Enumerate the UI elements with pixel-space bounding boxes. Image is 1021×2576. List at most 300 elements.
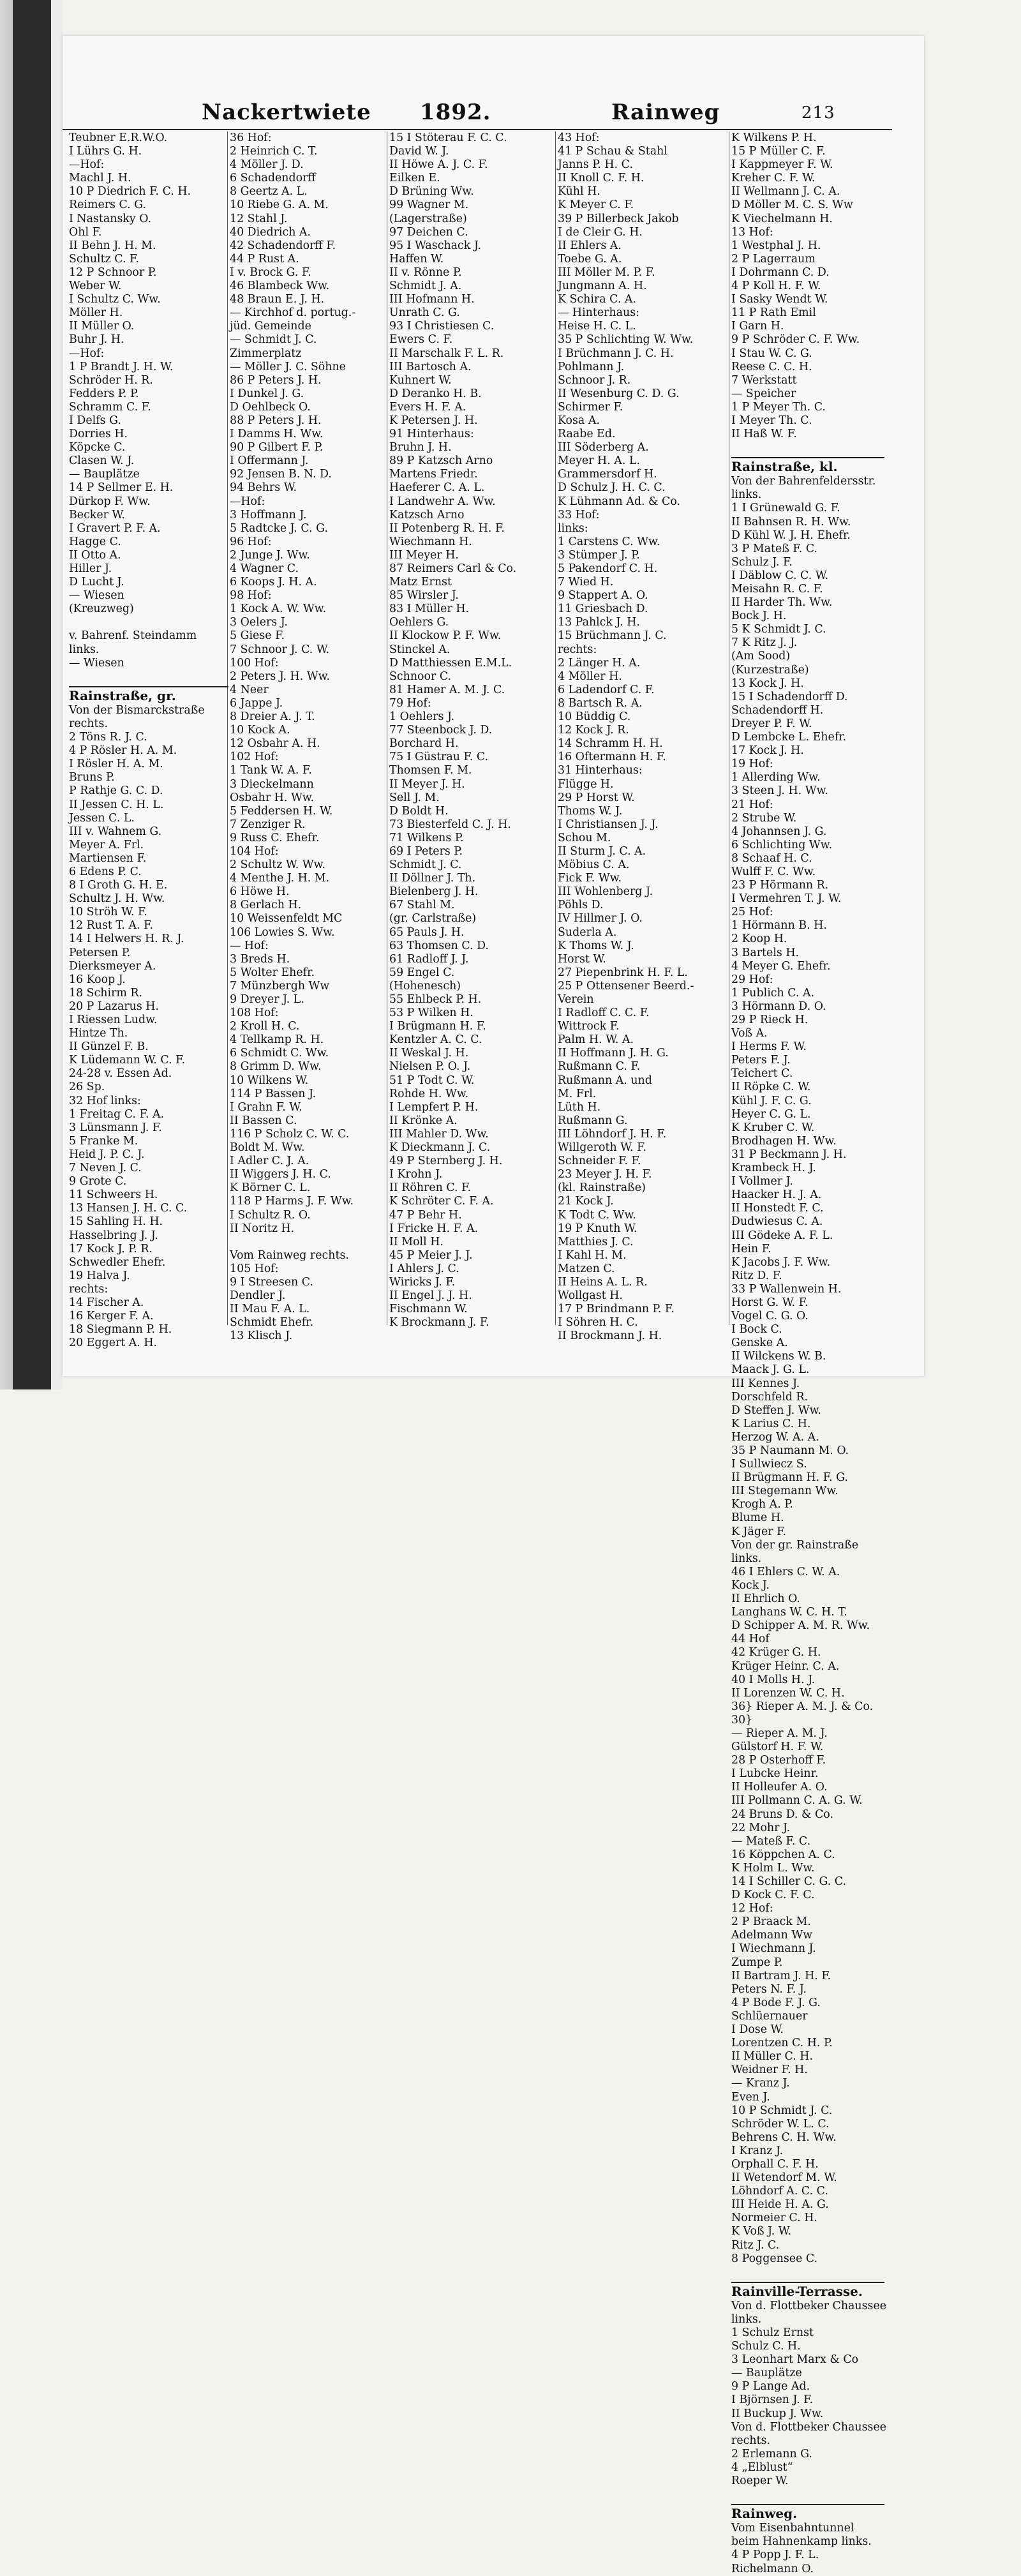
directory-entry: Kuhnert W. xyxy=(389,373,452,387)
directory-entry: I Schultz R. O. xyxy=(230,1208,311,1222)
directory-entry: Schramm C. F. xyxy=(69,400,151,414)
directory-entry: Reimers C. G. xyxy=(69,198,147,212)
directory-entry: Schmidt J. C. xyxy=(389,858,462,872)
directory-entry: Evers H. F. A. xyxy=(389,400,466,414)
directory-entry: 46 I Ehlers C. W. A. xyxy=(731,1565,840,1578)
directory-entry: Von der Bismarckstraße xyxy=(69,703,205,717)
directory-entry: I Garn H. xyxy=(731,320,784,333)
directory-entry: 6 Höwe H. xyxy=(230,885,290,899)
directory-entry: 4 P Koll H. F. W. xyxy=(731,280,821,293)
directory-entry: I Damms H. Ww. xyxy=(230,428,324,441)
directory-entry: Langhans W. C. H. T. xyxy=(731,1606,847,1619)
directory-entry: Verein xyxy=(558,993,594,1006)
directory-entry: — Mateß F. C. xyxy=(731,1834,811,1848)
directory-entry: 99 Wagner M. xyxy=(389,198,469,212)
header-year: 1892. xyxy=(420,100,491,125)
directory-entry: 88 P Peters J. H. xyxy=(230,414,322,427)
directory-entry: 10 Riebe G. A. M. xyxy=(230,198,329,212)
directory-entry: 19 Hof: xyxy=(731,758,773,771)
directory-entry: 8 Schaaf H. C. xyxy=(731,851,812,865)
directory-entry: 5 Wolter Ehefr. xyxy=(230,966,315,979)
directory-entry: Hagge C. xyxy=(69,535,121,548)
directory-entry: Von d. Flottbeker Chaussee xyxy=(731,2420,887,2434)
directory-entry: 25 P Ottensener Beerd.- xyxy=(558,979,694,992)
directory-entry: Becker W. xyxy=(69,508,125,521)
directory-entry: Kosa A. xyxy=(558,414,600,427)
directory-entry: 8 Dreier A. J. T. xyxy=(230,710,315,724)
directory-entry: 3 Breds H. xyxy=(230,952,290,966)
directory-page xyxy=(63,36,924,2575)
column-1 xyxy=(69,131,228,1350)
directory-entry: II Meyer J. H. xyxy=(389,777,465,791)
directory-entry: 9 Russ C. Ehefr. xyxy=(230,831,320,844)
directory-entry: D Kühl W. J. H. Ehefr. xyxy=(731,528,851,542)
directory-entry: Grammersdorf H. xyxy=(558,468,657,481)
directory-entry: K Kruber C. W. xyxy=(731,1121,815,1134)
directory-entry: Heise H. C. L. xyxy=(558,320,636,333)
directory-entry: Schulz J. F. xyxy=(731,555,793,569)
directory-entry: Möbius C. A. xyxy=(558,858,630,872)
directory-entry: 1 P Brandt J. H. W. xyxy=(69,360,174,373)
directory-entry: (Am Sood) xyxy=(731,650,791,663)
directory-entry: III Stegemann Ww. xyxy=(731,1485,838,1498)
directory-entry: Fischmann W. xyxy=(389,1303,468,1316)
directory-entry: 45 P Meier J. J. xyxy=(389,1248,473,1262)
directory-entry: 1 Kock A. W. Ww. xyxy=(230,603,327,616)
directory-entry: 71 Wilkens P. xyxy=(389,831,464,844)
directory-entry: Horst W. xyxy=(558,952,606,966)
directory-entry: D Boldt H. xyxy=(389,804,449,818)
directory-entry: 3 Stümper J. P. xyxy=(558,548,640,562)
directory-entry: II Bahnsen R. H. Ww. xyxy=(731,515,851,528)
directory-entry: 2 Heinrich C. T. xyxy=(230,145,318,158)
directory-entry: 21 Kock J. xyxy=(558,1195,614,1208)
directory-entry: 7 Schnoor J. C. W. xyxy=(230,643,330,656)
directory-entry: II v. Rönne P. xyxy=(389,266,462,279)
directory-entry: Zimmerplatz xyxy=(230,347,302,360)
directory-entry: III Mahler D. Ww. xyxy=(389,1127,489,1141)
directory-entry: Bruns P. xyxy=(69,771,115,784)
directory-entry: Janns P. H. C. xyxy=(558,158,633,172)
directory-entry: Dreyer P. F. W. xyxy=(731,717,812,730)
directory-entry: I Kappmeyer F. W. xyxy=(731,158,833,172)
directory-entry: 35 P Schlichting W. Ww. xyxy=(558,333,694,347)
directory-entry: 4 Möller J. D. xyxy=(230,158,304,172)
directory-entry: Rußmann G. xyxy=(558,1114,628,1127)
directory-entry: II Röhren C. F. xyxy=(389,1181,471,1195)
directory-entry: 14 Schramm H. H. xyxy=(558,737,663,751)
directory-entry: Schmidt Ehefr. xyxy=(230,1316,314,1329)
directory-entry: Meisahn R. C. F. xyxy=(731,583,823,595)
directory-entry: Lüth H. xyxy=(558,1100,601,1114)
directory-entry: II Moll H. xyxy=(389,1235,443,1248)
directory-entry: 13 Hof: xyxy=(731,225,773,239)
directory-entry: D Lucht J. xyxy=(69,576,124,589)
directory-entry: II Otto A. xyxy=(69,548,121,562)
directory-entry: I Grahn F. W. xyxy=(230,1100,302,1114)
directory-entry: 30} xyxy=(731,1713,753,1726)
directory-entry: II Behn J. H. M. xyxy=(69,239,156,252)
directory-entry: Fedders P. P. xyxy=(69,387,139,400)
directory-entry: 4 Johannsen J. G. xyxy=(731,825,827,838)
directory-entry: I de Cleir G. H. xyxy=(558,225,643,239)
directory-entry: Dierksmeyer A. xyxy=(69,959,156,973)
directory-entry: I Brüchmann J. C. H. xyxy=(558,347,674,360)
directory-entry: 75 I Güstrau F. C. xyxy=(389,751,489,764)
directory-entry: K Lühmann Ad. & Co. xyxy=(558,495,681,508)
directory-entry: 14 Fischer A. xyxy=(69,1296,144,1309)
directory-entry: Ewers C. F. xyxy=(389,333,453,347)
directory-entry: (Hohenesch) xyxy=(389,979,461,992)
directory-entry: v. Bahrenf. Steindamm xyxy=(69,629,197,643)
directory-entry: 3 Lünsmann J. F. xyxy=(69,1121,162,1134)
directory-entry: 1 P Meyer Th. C. xyxy=(731,400,826,414)
directory-entry: Dendler J. xyxy=(230,1289,286,1303)
directory-entry: 7 Zenziger R. xyxy=(230,818,306,831)
directory-entry: links. xyxy=(731,1552,762,1565)
directory-entry: Palm H. W. A. xyxy=(558,1033,634,1047)
directory-entry: Kock J. xyxy=(731,1578,770,1592)
directory-entry: I Brügmann H. F. xyxy=(389,1020,486,1033)
directory-entry: Kühl H. xyxy=(558,185,600,198)
directory-entry: 7 K Ritz J. J. xyxy=(731,636,798,650)
directory-entry: 69 I Peters P. xyxy=(389,844,463,858)
directory-entry: Machl J. H. xyxy=(69,172,131,185)
directory-entry: II Holleufer A. O. xyxy=(731,1781,828,1794)
directory-entry: K Todt C. Ww. xyxy=(558,1208,636,1222)
directory-entry: 5 Franke M. xyxy=(69,1134,138,1148)
directory-entry: 8 I Groth G. H. E. xyxy=(69,879,168,892)
directory-entry: 3 Steen J. H. Ww. xyxy=(731,784,828,798)
column-3 xyxy=(389,131,556,1329)
directory-entry: III Bartosch A. xyxy=(389,360,472,373)
directory-entry: Osbahr H. Ww. xyxy=(230,791,315,804)
directory-entry: I Delfs G. xyxy=(69,414,121,427)
directory-entry: Haffen W. xyxy=(389,252,444,266)
directory-entry: links. xyxy=(731,488,762,502)
directory-entry: I Landwehr A. Ww. xyxy=(389,495,496,508)
directory-entry: Maack J. G. L. xyxy=(731,1363,810,1377)
directory-entry: I Vollmer J. xyxy=(731,1175,793,1188)
directory-entry: — Wiesen xyxy=(69,589,124,603)
directory-entry: II Ehrlich O. xyxy=(731,1592,800,1606)
directory-entry: Matz Ernst xyxy=(389,576,452,589)
directory-entry: 21 Hof: xyxy=(731,798,773,811)
directory-entry: Weidner F. H. xyxy=(731,2063,808,2077)
directory-entry: Bielenberg J. H. xyxy=(389,885,479,899)
directory-entry: —Hof: xyxy=(69,158,105,172)
directory-entry: 10 Ströh W. F. xyxy=(69,906,147,919)
directory-entry xyxy=(69,616,228,629)
directory-entry: 13 Klisch J. xyxy=(230,1329,293,1343)
directory-entry: 4 Menthe J. H. M. xyxy=(230,872,330,885)
directory-entry: Buhr J. H. xyxy=(69,333,124,347)
directory-entry: II Harder Th. Ww. xyxy=(731,596,833,610)
directory-entry: II Höwe A. J. C. F. xyxy=(389,158,488,172)
section-heading: Rainstraße, kl. xyxy=(731,457,884,475)
directory-entry: 77 Steenbock J. D. xyxy=(389,724,493,737)
directory-entry: 40 Diedrich A. xyxy=(230,225,311,239)
directory-entry: Jungmann A. H. xyxy=(558,280,647,293)
directory-entry: K Schira C. A. xyxy=(558,293,636,306)
directory-entry: Schlüernauer xyxy=(731,2009,808,2023)
directory-entry: Pöhls D. xyxy=(558,899,604,912)
directory-entry: 1 Carstens C. Ww. xyxy=(558,535,660,548)
directory-entry: K Thoms W. J. xyxy=(558,939,634,952)
directory-entry: K Schröter C. F. A. xyxy=(389,1195,494,1208)
directory-entry: D Oehlbeck O. xyxy=(230,400,311,414)
directory-entry: III Möller M. P. F. xyxy=(558,266,655,279)
directory-entry: 10 P Diedrich F. C. H. xyxy=(69,185,191,198)
directory-entry: 10 Kock A. xyxy=(230,724,290,737)
directory-entry: 4 „Elblust“ xyxy=(731,2460,793,2474)
directory-entry: 8 Gerlach H. xyxy=(230,899,302,912)
directory-entry: I Kranz J. xyxy=(731,2144,784,2157)
section-heading: Rainville-Terrasse. xyxy=(731,2282,884,2300)
directory-entry: Thomsen F. M. xyxy=(389,764,472,777)
directory-entry: 3 Oelers J. xyxy=(230,616,288,629)
directory-entry: Clasen W. J. xyxy=(69,454,135,468)
directory-entry: — Hof: xyxy=(230,939,269,952)
directory-entry: 85 Wirsler J. xyxy=(389,589,459,603)
directory-entry: 63 Thomsen C. D. xyxy=(389,939,489,952)
directory-entry: Sell J. M. xyxy=(389,791,440,804)
directory-entry: 36 Hof: xyxy=(230,131,272,144)
directory-entry: Möller H. xyxy=(69,306,123,320)
directory-entry: Suderla A. xyxy=(558,925,617,939)
directory-entry: 17 Kock J. H. xyxy=(731,744,804,758)
directory-entry: II Günzel F. B. xyxy=(69,1040,149,1054)
directory-entry: 29 Hof: xyxy=(731,973,773,986)
directory-entry: D Steffen J. Ww. xyxy=(731,1404,821,1417)
directory-entry: K Meyer C. F. xyxy=(558,198,634,212)
directory-entry: D Kock C. F. C. xyxy=(731,1889,815,1902)
directory-entry: Pohlmann J. xyxy=(558,360,625,373)
directory-entry: Kühl J. F. C. G. xyxy=(731,1094,812,1107)
directory-entry: rechts: xyxy=(69,1282,108,1296)
directory-entry: 16 Koop J. xyxy=(69,973,126,986)
directory-entry: 12 Hof: xyxy=(731,1902,773,1915)
directory-entry: 116 P Scholz C. W. C. xyxy=(230,1127,350,1141)
directory-entry: 104 Hof: xyxy=(230,844,279,858)
directory-entry: 20 P Lazarus H. xyxy=(69,1000,159,1013)
directory-entry: 1 Publich C. A. xyxy=(731,986,815,1000)
directory-entry: 2 Töns R. J. C. xyxy=(69,731,147,744)
directory-entry: Zumpe P. xyxy=(731,1956,783,1969)
directory-entry: 2 P Braack M. xyxy=(731,1915,811,1929)
directory-entry: II Heins A. L. R. xyxy=(558,1275,648,1289)
directory-entry: 108 Hof: xyxy=(230,1007,279,1020)
directory-entry: K Börner C. L. xyxy=(230,1181,311,1195)
directory-entry: I v. Brock G. F. xyxy=(230,266,311,279)
directory-entry: 61 Radloff J. J. xyxy=(389,952,469,966)
directory-entry: 96 Hof: xyxy=(230,535,272,548)
directory-entry: II Lorenzen W. C. H. xyxy=(731,1686,845,1700)
directory-entry: I Herms F. W. xyxy=(731,1040,807,1054)
directory-entry: 8 Grimm D. Ww. xyxy=(230,1060,322,1074)
directory-entry: 7 Neven J. C. xyxy=(69,1162,142,1175)
directory-entry: Dudwiesus C. A. xyxy=(731,1215,823,1229)
directory-entry: II Klockow P. F. Ww. xyxy=(389,629,502,643)
directory-entry: Schadendorff H. xyxy=(731,703,824,717)
directory-entry: 3 Dieckelmann xyxy=(230,777,314,791)
directory-entry: Voß A. xyxy=(731,1027,768,1040)
directory-entry: 25 Hof: xyxy=(731,906,773,919)
directory-entry: 12 Osbahr A. H. xyxy=(230,737,320,751)
directory-entry: 86 P Peters J. H. xyxy=(230,373,322,387)
directory-entry: Schröder H. R. xyxy=(69,373,153,387)
directory-entry: —Hof: xyxy=(230,495,265,508)
directory-entry: 13 Pahlck J. H. xyxy=(558,616,640,629)
directory-entry: Genske A. xyxy=(731,1337,788,1350)
directory-entry: Hasselbring J. J. xyxy=(69,1229,158,1242)
directory-entry: Vom Eisenbahntunnel xyxy=(731,2522,854,2535)
directory-entry: 3 Bartels H. xyxy=(731,946,800,959)
directory-entry: 83 I Müller H. xyxy=(389,603,470,616)
directory-entry: 9 P Lange Ad. xyxy=(731,2380,810,2393)
directory-entry: Rußmann C. F. xyxy=(558,1060,641,1074)
directory-entry: Richelmann O. xyxy=(731,2562,814,2575)
directory-entry: 14 I Helwers H. R. J. xyxy=(69,932,184,946)
directory-entry: — Kranz J. xyxy=(731,2077,790,2090)
directory-entry: 3 P Mateß F. C. xyxy=(731,542,818,555)
directory-entry: I Björnsen J. F. xyxy=(731,2393,814,2407)
directory-entry: II Ehlers A. xyxy=(558,239,622,252)
directory-entry: II Müller C. H. xyxy=(731,2050,813,2063)
directory-entry: 9 Stappert A. O. xyxy=(558,589,648,603)
directory-entry: Ritz J. C. xyxy=(731,2238,780,2252)
directory-entry: 15 I Schadendorff D. xyxy=(731,690,848,703)
header-left-title: Nackertwiete xyxy=(202,100,371,125)
directory-entry: 1 I Grünewald G. F. xyxy=(731,502,840,515)
directory-entry: 23 P Hörmann R. xyxy=(731,879,829,892)
directory-entry: I Schultz C. Ww. xyxy=(69,293,161,306)
directory-entry: 2 Strube W. xyxy=(731,811,797,825)
directory-entry: I Lührs G. H. xyxy=(69,145,142,158)
directory-entry: 29 P Rieck H. xyxy=(731,1014,809,1026)
directory-entry: I Vermehren T. J. W. xyxy=(731,892,842,906)
directory-entry: 8 Geertz A. L. xyxy=(230,185,308,198)
directory-entry: Schulz C. H. xyxy=(731,2340,801,2353)
directory-entry: 2 Kroll H. C. xyxy=(230,1020,300,1033)
directory-entry: — Speicher xyxy=(731,387,796,400)
directory-entry: 100 Hof: xyxy=(230,656,279,670)
directory-entry: I Sullwiecz S. xyxy=(731,1458,807,1471)
directory-entry: 10 Büddig C. xyxy=(558,710,631,724)
book-spine-shadow xyxy=(13,0,51,1389)
directory-entry: links. xyxy=(69,643,100,656)
directory-entry: 4 P Popp J. F. L. xyxy=(731,2549,819,2562)
directory-entry: 1 Hörmann B. H. xyxy=(731,919,827,932)
directory-entry xyxy=(731,441,884,454)
directory-entry: 14 P Sellmer E. H. xyxy=(69,481,174,495)
directory-entry: (Kreuzweg) xyxy=(69,603,134,616)
directory-entry: 17 Kock J. P. R. xyxy=(69,1242,153,1255)
directory-entry: Gülstorf H. F. W. xyxy=(731,1741,824,1754)
directory-entry: 31 P Beckmann J. H. xyxy=(731,1148,847,1161)
directory-entry: 24-28 v. Essen Ad. xyxy=(69,1067,172,1081)
directory-entry: Hiller J. xyxy=(69,562,112,575)
directory-entry: 2 Junge J. Ww. xyxy=(230,548,310,562)
directory-entry: Krambeck H. J. xyxy=(731,1162,816,1175)
directory-entry: 2 Länger H. A. xyxy=(558,656,641,670)
directory-entry: 18 Schirm R. xyxy=(69,986,143,1000)
directory-entry: IV Hillmer J. O. xyxy=(558,912,643,925)
directory-entry: 28 P Osterhoff F. xyxy=(731,1754,826,1767)
directory-entry: 1 Allerding Ww. xyxy=(731,771,821,784)
directory-entry: 33 P Wallenwein H. xyxy=(731,1282,842,1296)
directory-entry: 7 Werkstatt xyxy=(731,373,797,387)
directory-entry: 36} Rieper A. M. J. & Co. xyxy=(731,1700,874,1713)
directory-entry: 16 Köppchen A. C. xyxy=(731,1848,835,1861)
directory-entry: Schirmer F. xyxy=(558,400,623,414)
directory-entry: David W. J. xyxy=(389,145,449,158)
directory-entry: 106 Lowies S. Ww. xyxy=(230,925,335,939)
directory-entry: 91 Hinterhaus: xyxy=(389,428,474,441)
directory-entry: Oehlers G. xyxy=(389,616,449,629)
directory-entry: 59 Engel C. xyxy=(389,966,455,979)
directory-entry: M. Frl. xyxy=(558,1087,597,1100)
directory-entry: — Möller J. C. Söhne xyxy=(230,360,346,373)
directory-entry: Borchard H. xyxy=(389,737,459,751)
directory-entry: (gr. Carlstraße) xyxy=(389,912,477,925)
directory-entry: Krogh A. P. xyxy=(731,1498,793,1511)
directory-entry: 7 Münzbergh Ww xyxy=(230,979,330,992)
directory-entry: 13 Hansen J. H. C. C. xyxy=(69,1202,188,1215)
directory-entry: Horst G. W. F. xyxy=(731,1296,809,1309)
directory-entry: II Brügmann H. F. G. xyxy=(731,1471,848,1485)
directory-entry: 92 Jensen B. N. D. xyxy=(230,468,332,481)
directory-entry: III Löhndorf J. H. F. xyxy=(558,1127,667,1141)
directory-entry xyxy=(731,2488,884,2501)
directory-entry: 18 Siegmann P. H. xyxy=(69,1323,172,1337)
directory-entry: K Lüdemann W. C. F. xyxy=(69,1054,185,1067)
directory-entry: 5 Giese F. xyxy=(230,629,285,643)
directory-entry: D Brüning Ww. xyxy=(389,185,474,198)
directory-entry: 20 Eggert A. H. xyxy=(69,1337,158,1350)
directory-entry: I Bock C. xyxy=(731,1323,782,1337)
directory-entry: 94 Behrs W. xyxy=(230,481,297,495)
directory-entry: Vogel C. G. O. xyxy=(731,1310,809,1323)
directory-entry: —Hof: xyxy=(69,347,105,360)
directory-entry: Wiricks J. F. xyxy=(389,1275,456,1289)
directory-entry: Von der Bahrenfeldersstr. xyxy=(731,475,876,488)
directory-entry: 15 Brüchmann J. C. xyxy=(558,629,667,643)
directory-entry: Meyer H. A. L. xyxy=(558,454,640,468)
directory-entry: 2 Koop H. xyxy=(731,932,787,946)
directory-entry: 16 Kerger F. A. xyxy=(69,1310,154,1323)
directory-entry: Matthies J. C. xyxy=(558,1235,634,1248)
directory-entry: rechts. xyxy=(731,2434,770,2447)
section-heading: Rainstraße, gr. xyxy=(69,686,228,704)
directory-entry: 40 I Molls H. J. xyxy=(731,1673,816,1686)
directory-entry: 44 Hof xyxy=(731,1633,770,1646)
directory-entry: 95 I Waschack J. xyxy=(389,239,481,252)
directory-entry: 97 Deichen C. xyxy=(389,225,468,239)
directory-entry: D Deranko H. B. xyxy=(389,387,482,400)
directory-entry xyxy=(731,2266,884,2279)
directory-entry: 4 Wagner C. xyxy=(230,562,299,575)
directory-entry: 13 Kock J. H. xyxy=(731,677,804,690)
directory-entry: 19 P Knuth W. xyxy=(558,1222,637,1235)
directory-entry: 93 I Christiesen C. xyxy=(389,320,495,333)
directory-entry: 6 Edens P. C. xyxy=(69,865,142,878)
directory-entry: I Kahl H. M. xyxy=(558,1248,627,1262)
directory-entry: 98 Hof: xyxy=(230,589,272,603)
directory-entry: 67 Stahl M. xyxy=(389,899,455,912)
directory-entry: — Bauplätze xyxy=(69,468,140,481)
directory-entry: II Wiggers J. H. C. xyxy=(230,1168,331,1181)
